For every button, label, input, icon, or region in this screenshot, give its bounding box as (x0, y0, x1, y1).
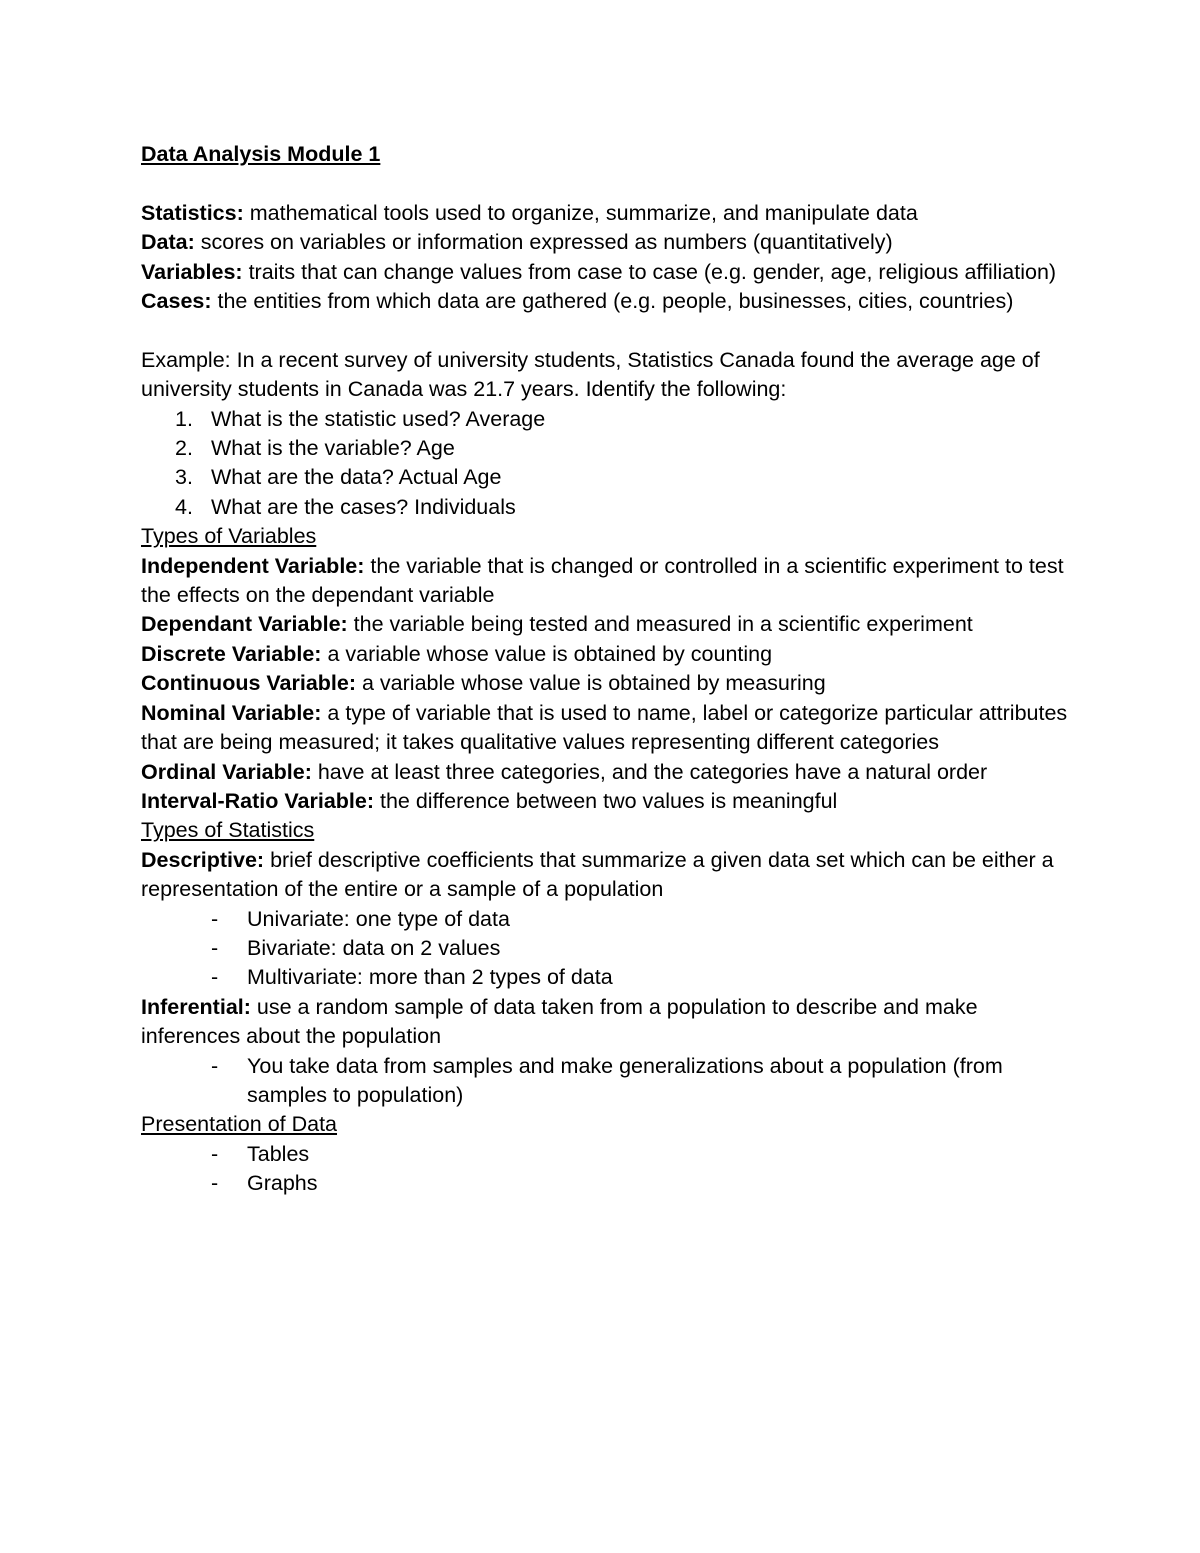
list-item (141, 1140, 1071, 1169)
list-item (141, 1169, 1071, 1198)
list-text: What are the data? Actual Age (211, 465, 502, 490)
inferential-bullet-list (141, 1052, 1071, 1111)
section-heading-variables: Types of Variables (141, 524, 317, 549)
list-text: You take data from samples and make generalizations about a population (from samples to population) (247, 1053, 1003, 1107)
definition-term: Descriptive: (141, 847, 265, 872)
list-item (141, 1052, 1071, 1111)
dash-bullet: - (211, 1171, 219, 1196)
definition-term: Inferential: (141, 994, 251, 1019)
list-number: 1. (175, 406, 193, 431)
spacer (141, 169, 1071, 198)
definition-term: Statistics: (141, 200, 244, 225)
definition-text: the difference between two values is meaningful (374, 788, 838, 813)
list-text: Univariate: one type of data (247, 906, 510, 931)
list-item (141, 963, 1071, 992)
list-text: What is the variable? Age (211, 436, 455, 461)
variable-definition (141, 610, 1071, 639)
dash-bullet: - (211, 906, 219, 931)
definition-term: Ordinal Variable: (141, 759, 312, 784)
statistics-descriptive (141, 846, 1071, 905)
list-item (141, 934, 1071, 963)
definition-term: Discrete Variable: (141, 641, 322, 666)
variable-definition (141, 699, 1071, 758)
list-item (141, 493, 1071, 522)
dash-bullet: - (211, 965, 219, 990)
list-number: 3. (175, 465, 193, 490)
document-page (141, 140, 1071, 1199)
definition-data (141, 228, 1071, 257)
list-number: 4. (175, 494, 193, 519)
variable-definition (141, 669, 1071, 698)
definition-term: Dependant Variable: (141, 612, 348, 637)
definition-term: Cases: (141, 289, 212, 314)
list-item (141, 463, 1071, 492)
dash-bullet: - (211, 1141, 219, 1166)
list-text: Tables (247, 1141, 310, 1166)
definition-statistics (141, 199, 1071, 228)
descriptive-bullet-list (141, 905, 1071, 993)
definition-text: scores on variables or information expressed as numbers (quantitatively) (194, 230, 893, 255)
variable-definition (141, 552, 1071, 611)
spacer (141, 316, 1071, 345)
definition-variables (141, 258, 1071, 287)
list-text: Bivariate: data on 2 values (247, 935, 501, 960)
definition-text: brief descriptive coefficients that summarize a given data set which can be either a representation of the entire or a sample of a population (141, 847, 1054, 902)
statistics-inferential (141, 993, 1071, 1052)
definition-cases (141, 287, 1071, 316)
variable-definition (141, 787, 1071, 816)
definition-text: the variable that is changed or controlled in a scientific experiment to test the effects on the dependant variable (141, 553, 1064, 608)
definition-term: Nominal Variable: (141, 700, 322, 725)
example-paragraph: Example: In a recent survey of university students, Statistics Canada found the average age of university students in Canada was 21.7 years. Identify the following: (141, 347, 1040, 402)
definition-text: mathematical tools used to organize, summarize, and manipulate data (243, 200, 918, 225)
section-heading-statistics: Types of Statistics (141, 818, 315, 843)
dash-bullet: - (211, 1053, 219, 1078)
definition-text: the entities from which data are gathered (e.g. people, businesses, cities, countries) (211, 289, 1014, 314)
definition-term: Continuous Variable: (141, 671, 357, 696)
dash-bullet: - (211, 935, 219, 960)
list-text: Graphs (247, 1171, 318, 1196)
document-title: Data Analysis Module 1 (141, 142, 381, 166)
definition-text: the variable being tested and measured in a scientific experiment (347, 612, 973, 637)
definition-text: have at least three categories, and the categories have a natural order (311, 759, 988, 784)
list-number: 2. (175, 436, 193, 461)
definition-term: Interval-Ratio Variable: (141, 788, 374, 813)
definition-text: a variable whose value is obtained by counting (321, 641, 773, 666)
definition-text: a type of variable that is used to name, label or categorize particular attributes that are being measured; it takes qualitative values representing different categories (141, 700, 1068, 755)
variable-definition (141, 758, 1071, 787)
list-item (141, 405, 1071, 434)
definition-text: traits that can change values from case to case (e.g. gender, age, religious affiliation) (242, 259, 1057, 284)
definition-text: a variable whose value is obtained by measuring (356, 671, 826, 696)
section-heading-presentation: Presentation of Data (141, 1112, 338, 1137)
definition-term: Data: (141, 230, 195, 255)
list-item (141, 434, 1071, 463)
list-text: What are the cases? Individuals (211, 494, 516, 519)
presentation-bullet-list (141, 1140, 1071, 1199)
definition-term: Variables: (141, 259, 243, 284)
list-text: Multivariate: more than 2 types of data (247, 965, 613, 990)
list-item (141, 905, 1071, 934)
example-question-list (141, 405, 1071, 523)
variable-definition (141, 640, 1071, 669)
definition-text: use a random sample of data taken from a population to describe and make inferences about the population (141, 994, 978, 1049)
list-text: What is the statistic used? Average (211, 406, 546, 431)
definition-term: Independent Variable: (141, 553, 365, 578)
